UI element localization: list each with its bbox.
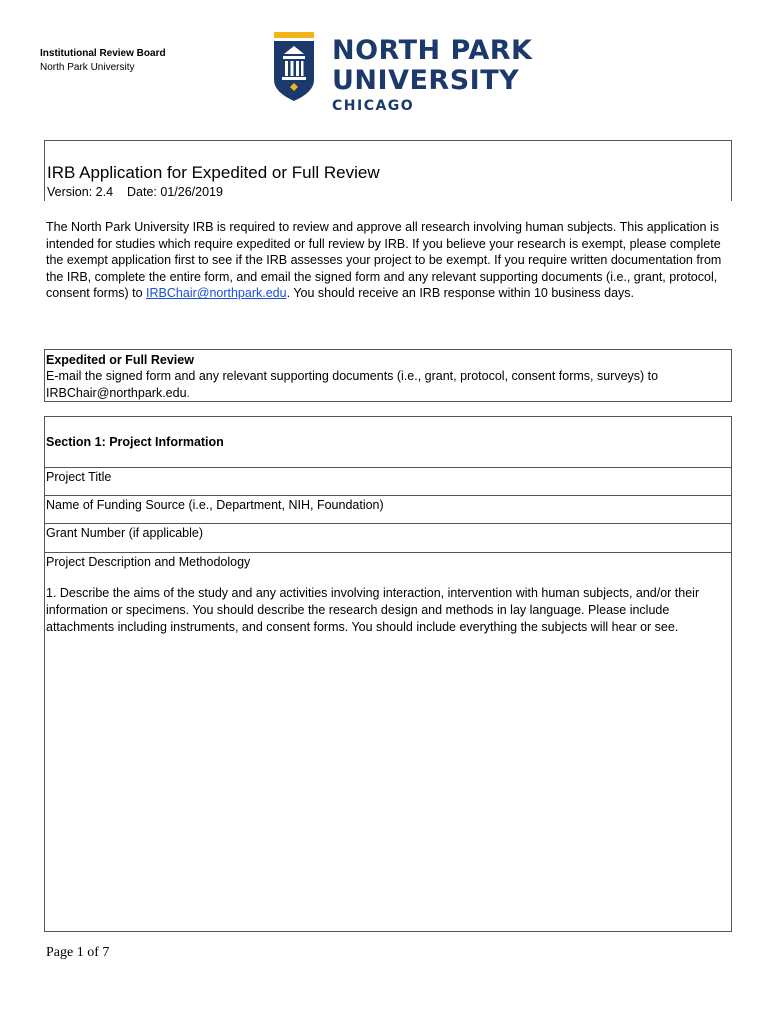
project-description-row (45, 553, 731, 581)
header-organization (40, 47, 166, 75)
funding-source-label: Name of Funding Source (i.e., Department, NIH, Foundation) (46, 498, 384, 512)
review-box-body: E-mail the signed form and any relevant supporting documents (i.e., grant, protocol, consent forms, surveys) to IRBChair@northpark.edu (46, 369, 659, 400)
form-version-line (47, 185, 223, 200)
form-version: Version: 2.4 (47, 185, 114, 199)
form-title: IRB Application for Expedited or Full Review (47, 163, 380, 182)
review-box-heading: Expedited or Full Review (46, 353, 194, 367)
university-name: North Park University (40, 62, 135, 73)
funding-source-field[interactable] (45, 496, 731, 524)
review-box-trail: . (186, 385, 191, 400)
form-date: Date: 01/26/2019 (127, 185, 223, 199)
project-description-label: Project Description and Methodology (46, 555, 251, 569)
review-box-text (46, 368, 730, 401)
review-instructions-box (44, 349, 732, 402)
question-1-answer-area[interactable] (45, 657, 731, 929)
section-1-heading-row (45, 417, 731, 468)
page-number: Page 1 of 7 (46, 945, 110, 960)
university-logo (270, 30, 538, 112)
project-title-label: Project Title (46, 470, 112, 484)
logo-line-university: UNIVERSITY (332, 65, 520, 96)
grant-number-label: Grant Number (if applicable) (46, 526, 204, 540)
irb-email-link[interactable]: IRBChair@northpark.edu (146, 286, 287, 301)
section-1-project-information (44, 416, 732, 932)
intro-text: The North Park University IRB is required to review and approve all research involving human subjects. This application is intended for studies which require expedited or full review by IRB. If you believe your research is exempt, please complete the exempt application first to see if the IRB assesses your project to be exempt. If you require written documentation from the IRB, complete the entire form, and email the signed form and any relevant supporting documents (i.e., grant, protocol, consent forms) to (46, 220, 722, 301)
logo-line-north-park: NORTH PARK (332, 35, 533, 66)
intro-text-end: . You should receive an IRB response within 10 business days. (286, 286, 635, 301)
crest-icon (272, 32, 316, 102)
irb-name: Institutional Review Board (40, 48, 166, 59)
grant-number-field[interactable] (45, 524, 731, 553)
section-1-heading: Section 1: Project Information (46, 435, 224, 449)
logo-line-chicago: CHICAGO (332, 98, 415, 114)
intro-paragraph (46, 219, 730, 302)
question-1-prompt: 1. Describe the aims of the study and any activities involving interaction, intervention with human subjects, and/or their information or specimens. You should describe the research design and methods in lay language. Please include attachments including instruments, and consent forms. You should include everything the subjects will hear or see. (46, 586, 700, 634)
form-title-box (44, 140, 732, 201)
project-title-field[interactable] (45, 468, 731, 496)
